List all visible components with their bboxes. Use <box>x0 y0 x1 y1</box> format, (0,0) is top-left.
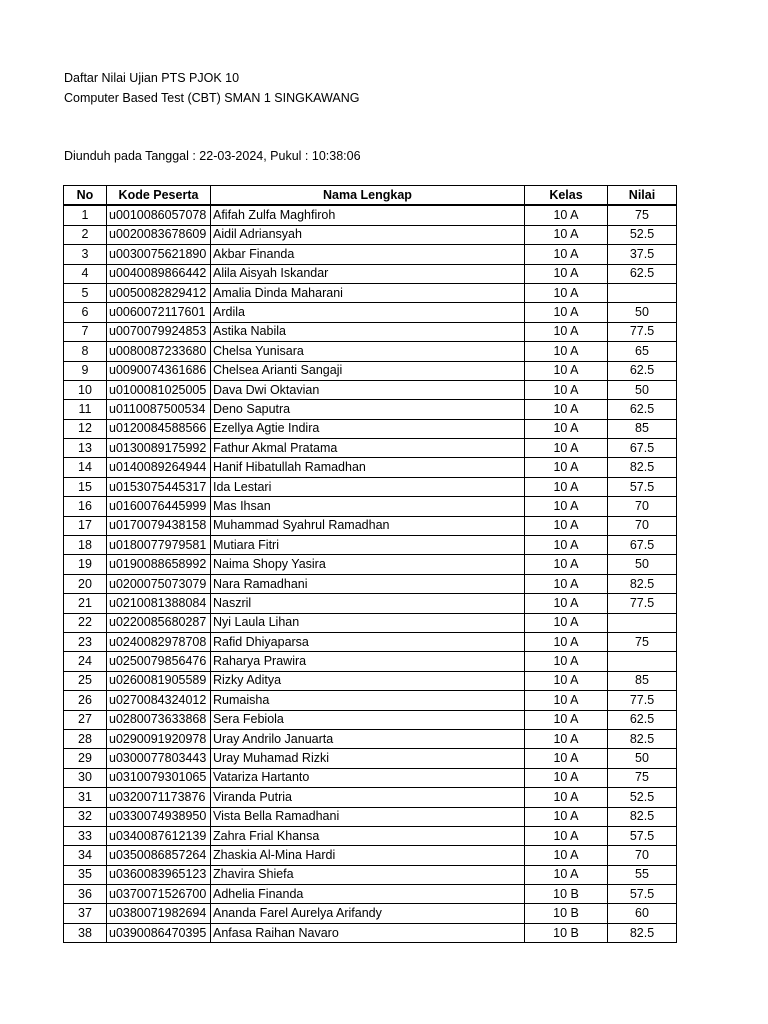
cell-kode-peserta: u0370071526700 <box>107 885 211 904</box>
cell-nilai: 82.5 <box>608 574 677 593</box>
cell-kelas: 10 A <box>525 710 608 729</box>
cell-kode-peserta: u0300077803443 <box>107 749 211 768</box>
table-row <box>64 865 677 884</box>
table-row <box>64 788 677 807</box>
cell-kelas: 10 A <box>525 283 608 302</box>
cell-nilai: 60 <box>608 904 677 923</box>
cell-nilai: 85 <box>608 419 677 438</box>
table-row <box>64 419 677 438</box>
column-header-nama-lengkap: Nama Lengkap <box>211 186 525 206</box>
table-row <box>64 749 677 768</box>
cell-kode-peserta: u0010086057078 <box>107 205 211 225</box>
cell-nama-lengkap: Astika Nabila <box>211 322 525 341</box>
cell-nilai: 75 <box>608 632 677 651</box>
cell-kelas: 10 A <box>525 555 608 574</box>
table-row <box>64 205 677 225</box>
cell-kode-peserta: u0240082978708 <box>107 632 211 651</box>
cell-kode-peserta: u0080087233680 <box>107 342 211 361</box>
cell-no: 25 <box>64 671 107 690</box>
cell-kode-peserta: u0220085680287 <box>107 613 211 632</box>
cell-nama-lengkap: Naszril <box>211 594 525 613</box>
table-row <box>64 652 677 671</box>
cell-no: 7 <box>64 322 107 341</box>
cell-no: 13 <box>64 439 107 458</box>
cell-no: 27 <box>64 710 107 729</box>
cell-no: 37 <box>64 904 107 923</box>
cell-nilai: 75 <box>608 768 677 787</box>
table-row <box>64 885 677 904</box>
cell-no: 5 <box>64 283 107 302</box>
cell-no: 18 <box>64 536 107 555</box>
cell-kelas: 10 A <box>525 458 608 477</box>
table-row <box>64 768 677 787</box>
cell-nama-lengkap: Alila Aisyah Iskandar <box>211 264 525 283</box>
cell-nama-lengkap: Akbar Finanda <box>211 245 525 264</box>
cell-nilai: 50 <box>608 555 677 574</box>
cell-kode-peserta: u0310079301065 <box>107 768 211 787</box>
cell-nilai <box>608 283 677 302</box>
cell-nama-lengkap: Nara Ramadhani <box>211 574 525 593</box>
cell-kelas: 10 A <box>525 613 608 632</box>
cell-nilai: 62.5 <box>608 361 677 380</box>
cell-kode-peserta: u0270084324012 <box>107 691 211 710</box>
cell-nilai: 62.5 <box>608 710 677 729</box>
cell-no: 20 <box>64 574 107 593</box>
cell-kode-peserta: u0360083965123 <box>107 865 211 884</box>
cell-nama-lengkap: Ezellya Agtie Indira <box>211 419 525 438</box>
cell-kode-peserta: u0340087612139 <box>107 826 211 845</box>
cell-nilai <box>608 613 677 632</box>
cell-kelas: 10 A <box>525 788 608 807</box>
cell-kode-peserta: u0070079924853 <box>107 322 211 341</box>
cell-kode-peserta: u0180077979581 <box>107 536 211 555</box>
cell-nama-lengkap: Rizky Aditya <box>211 671 525 690</box>
cell-kelas: 10 A <box>525 477 608 496</box>
cell-kelas: 10 A <box>525 225 608 244</box>
cell-kode-peserta: u0030075621890 <box>107 245 211 264</box>
cell-kode-peserta: u0130089175992 <box>107 439 211 458</box>
cell-kelas: 10 A <box>525 497 608 516</box>
cell-nilai: 50 <box>608 303 677 322</box>
table-row <box>64 574 677 593</box>
cell-nilai: 82.5 <box>608 729 677 748</box>
cell-nama-lengkap: Sera Febiola <box>211 710 525 729</box>
cell-no: 31 <box>64 788 107 807</box>
cell-kelas: 10 A <box>525 380 608 399</box>
cell-kode-peserta: u0380071982694 <box>107 904 211 923</box>
cell-no: 21 <box>64 594 107 613</box>
cell-kelas: 10 B <box>525 885 608 904</box>
cell-kelas: 10 A <box>525 245 608 264</box>
download-timestamp: Diunduh pada Tanggal : 22-03-2024, Pukul : 10:38:06 <box>64 149 361 163</box>
table-row <box>64 923 677 942</box>
cell-nama-lengkap: Aidil Adriansyah <box>211 225 525 244</box>
cell-no: 38 <box>64 923 107 942</box>
cell-kelas: 10 A <box>525 205 608 225</box>
cell-no: 8 <box>64 342 107 361</box>
table-row <box>64 613 677 632</box>
table-row <box>64 536 677 555</box>
cell-kode-peserta: u0090074361686 <box>107 361 211 380</box>
cell-kelas: 10 A <box>525 594 608 613</box>
cell-nama-lengkap: Dava Dwi Oktavian <box>211 380 525 399</box>
cell-kode-peserta: u0330074938950 <box>107 807 211 826</box>
cell-kode-peserta: u0210081388084 <box>107 594 211 613</box>
cell-no: 23 <box>64 632 107 651</box>
cell-nilai: 57.5 <box>608 826 677 845</box>
cell-nama-lengkap: Amalia Dinda Maharani <box>211 283 525 302</box>
cell-no: 15 <box>64 477 107 496</box>
cell-nama-lengkap: Deno Saputra <box>211 400 525 419</box>
cell-no: 19 <box>64 555 107 574</box>
cell-nilai: 37.5 <box>608 245 677 264</box>
cell-kelas: 10 A <box>525 749 608 768</box>
cell-no: 28 <box>64 729 107 748</box>
cell-kelas: 10 A <box>525 768 608 787</box>
table-row <box>64 846 677 865</box>
cell-nilai: 82.5 <box>608 923 677 942</box>
cell-kelas: 10 A <box>525 632 608 651</box>
cell-no: 9 <box>64 361 107 380</box>
cell-nama-lengkap: Chelsea Arianti Sangaji <box>211 361 525 380</box>
table-header-row <box>64 186 677 206</box>
cell-nama-lengkap: Anfasa Raihan Navaro <box>211 923 525 942</box>
cell-kode-peserta: u0040089866442 <box>107 264 211 283</box>
cell-nama-lengkap: Chelsa Yunisara <box>211 342 525 361</box>
cell-kode-peserta: u0290091920978 <box>107 729 211 748</box>
grades-table <box>63 185 677 943</box>
cell-nama-lengkap: Zhavira Shiefa <box>211 865 525 884</box>
cell-kelas: 10 A <box>525 729 608 748</box>
cell-nama-lengkap: Vatariza Hartanto <box>211 768 525 787</box>
table-row <box>64 380 677 399</box>
table-row <box>64 477 677 496</box>
cell-no: 29 <box>64 749 107 768</box>
cell-nama-lengkap: Rumaisha <box>211 691 525 710</box>
table-row <box>64 807 677 826</box>
table-row <box>64 826 677 845</box>
cell-kelas: 10 A <box>525 691 608 710</box>
table-row <box>64 729 677 748</box>
table-row <box>64 342 677 361</box>
cell-nilai: 70 <box>608 846 677 865</box>
cell-nilai: 50 <box>608 380 677 399</box>
table-row <box>64 555 677 574</box>
cell-kode-peserta: u0160076445999 <box>107 497 211 516</box>
cell-kelas: 10 A <box>525 807 608 826</box>
cell-kelas: 10 A <box>525 826 608 845</box>
cell-kode-peserta: u0170079438158 <box>107 516 211 535</box>
cell-nilai: 67.5 <box>608 536 677 555</box>
cell-kelas: 10 A <box>525 439 608 458</box>
column-header-nilai: Nilai <box>608 186 677 206</box>
cell-nilai: 55 <box>608 865 677 884</box>
cell-kode-peserta: u0050082829412 <box>107 283 211 302</box>
cell-nama-lengkap: Muhammad Syahrul Ramadhan <box>211 516 525 535</box>
cell-no: 1 <box>64 205 107 225</box>
cell-nilai: 50 <box>608 749 677 768</box>
table-row <box>64 225 677 244</box>
table-row <box>64 691 677 710</box>
cell-kelas: 10 A <box>525 419 608 438</box>
cell-no: 6 <box>64 303 107 322</box>
cell-nilai: 77.5 <box>608 594 677 613</box>
cell-kode-peserta: u0260081905589 <box>107 671 211 690</box>
cell-no: 14 <box>64 458 107 477</box>
cell-kode-peserta: u0250079856476 <box>107 652 211 671</box>
cell-kode-peserta: u0140089264944 <box>107 458 211 477</box>
cell-nama-lengkap: Ida Lestari <box>211 477 525 496</box>
cell-no: 3 <box>64 245 107 264</box>
cell-nama-lengkap: Fathur Akmal Pratama <box>211 439 525 458</box>
cell-kelas: 10 A <box>525 303 608 322</box>
cell-no: 36 <box>64 885 107 904</box>
table-row <box>64 264 677 283</box>
document-subtitle: Computer Based Test (CBT) SMAN 1 SINGKAWANG <box>64 91 360 105</box>
column-header-kode-peserta: Kode Peserta <box>107 186 211 206</box>
cell-kode-peserta: u0320071173876 <box>107 788 211 807</box>
cell-nilai: 52.5 <box>608 788 677 807</box>
cell-nilai: 57.5 <box>608 885 677 904</box>
grades-table-body <box>64 205 677 942</box>
table-row <box>64 671 677 690</box>
table-row <box>64 497 677 516</box>
cell-kode-peserta: u0020083678609 <box>107 225 211 244</box>
cell-nama-lengkap: Ananda Farel Aurelya Arifandy <box>211 904 525 923</box>
cell-nama-lengkap: Zhaskia Al-Mina Hardi <box>211 846 525 865</box>
cell-no: 33 <box>64 826 107 845</box>
cell-no: 35 <box>64 865 107 884</box>
cell-kelas: 10 A <box>525 400 608 419</box>
cell-kelas: 10 A <box>525 516 608 535</box>
table-row <box>64 516 677 535</box>
cell-no: 10 <box>64 380 107 399</box>
table-row <box>64 904 677 923</box>
cell-kode-peserta: u0350086857264 <box>107 846 211 865</box>
cell-no: 11 <box>64 400 107 419</box>
cell-kelas: 10 A <box>525 322 608 341</box>
table-row <box>64 439 677 458</box>
cell-kode-peserta: u0390086470395 <box>107 923 211 942</box>
cell-nilai: 85 <box>608 671 677 690</box>
table-row <box>64 303 677 322</box>
cell-kelas: 10 A <box>525 846 608 865</box>
cell-nama-lengkap: Vista Bella Ramadhani <box>211 807 525 826</box>
cell-kode-peserta: u0190088658992 <box>107 555 211 574</box>
table-row <box>64 458 677 477</box>
cell-nilai <box>608 652 677 671</box>
cell-nama-lengkap: Afifah Zulfa Maghfiroh <box>211 205 525 225</box>
cell-nama-lengkap: Uray Andrilo Januarta <box>211 729 525 748</box>
cell-nama-lengkap: Hanif Hibatullah Ramadhan <box>211 458 525 477</box>
cell-no: 24 <box>64 652 107 671</box>
cell-nilai: 70 <box>608 497 677 516</box>
cell-kelas: 10 A <box>525 342 608 361</box>
cell-no: 22 <box>64 613 107 632</box>
cell-kode-peserta: u0110087500534 <box>107 400 211 419</box>
cell-nama-lengkap: Naima Shopy Yasira <box>211 555 525 574</box>
cell-kode-peserta: u0120084588566 <box>107 419 211 438</box>
table-row <box>64 710 677 729</box>
table-row <box>64 632 677 651</box>
cell-kode-peserta: u0060072117601 <box>107 303 211 322</box>
cell-kelas: 10 B <box>525 904 608 923</box>
cell-nama-lengkap: Ardila <box>211 303 525 322</box>
cell-nama-lengkap: Mutiara Fitri <box>211 536 525 555</box>
table-row <box>64 245 677 264</box>
cell-nilai: 67.5 <box>608 439 677 458</box>
cell-nama-lengkap: Zahra Frial Khansa <box>211 826 525 845</box>
cell-kelas: 10 A <box>525 264 608 283</box>
cell-kelas: 10 A <box>525 361 608 380</box>
table-row <box>64 594 677 613</box>
cell-no: 30 <box>64 768 107 787</box>
cell-nilai: 57.5 <box>608 477 677 496</box>
cell-no: 17 <box>64 516 107 535</box>
cell-nama-lengkap: Rafid Dhiyaparsa <box>211 632 525 651</box>
cell-nilai: 62.5 <box>608 264 677 283</box>
column-header-kelas: Kelas <box>525 186 608 206</box>
cell-no: 4 <box>64 264 107 283</box>
cell-no: 12 <box>64 419 107 438</box>
column-header-no: No <box>64 186 107 206</box>
cell-nama-lengkap: Raharya Prawira <box>211 652 525 671</box>
cell-kelas: 10 A <box>525 671 608 690</box>
table-row <box>64 400 677 419</box>
document-title: Daftar Nilai Ujian PTS PJOK 10 <box>64 71 240 85</box>
cell-nama-lengkap: Viranda Putria <box>211 788 525 807</box>
cell-no: 2 <box>64 225 107 244</box>
cell-kode-peserta: u0153075445317 <box>107 477 211 496</box>
cell-kelas: 10 B <box>525 923 608 942</box>
cell-nama-lengkap: Adhelia Finanda <box>211 885 525 904</box>
cell-nilai: 65 <box>608 342 677 361</box>
cell-nama-lengkap: Mas Ihsan <box>211 497 525 516</box>
cell-nilai: 70 <box>608 516 677 535</box>
cell-nilai: 52.5 <box>608 225 677 244</box>
cell-nama-lengkap: Nyi Laula Lihan <box>211 613 525 632</box>
cell-kode-peserta: u0200075073079 <box>107 574 211 593</box>
cell-kelas: 10 A <box>525 574 608 593</box>
table-row <box>64 283 677 302</box>
cell-kode-peserta: u0280073633868 <box>107 710 211 729</box>
cell-nilai: 62.5 <box>608 400 677 419</box>
cell-no: 16 <box>64 497 107 516</box>
cell-nilai: 82.5 <box>608 458 677 477</box>
cell-kelas: 10 A <box>525 865 608 884</box>
table-row <box>64 361 677 380</box>
cell-nama-lengkap: Uray Muhamad Rizki <box>211 749 525 768</box>
cell-nilai: 75 <box>608 205 677 225</box>
cell-nilai: 82.5 <box>608 807 677 826</box>
cell-kelas: 10 A <box>525 536 608 555</box>
cell-kelas: 10 A <box>525 652 608 671</box>
cell-nilai: 77.5 <box>608 322 677 341</box>
cell-nilai: 77.5 <box>608 691 677 710</box>
cell-kode-peserta: u0100081025005 <box>107 380 211 399</box>
table-row <box>64 322 677 341</box>
cell-no: 26 <box>64 691 107 710</box>
cell-no: 34 <box>64 846 107 865</box>
cell-no: 32 <box>64 807 107 826</box>
